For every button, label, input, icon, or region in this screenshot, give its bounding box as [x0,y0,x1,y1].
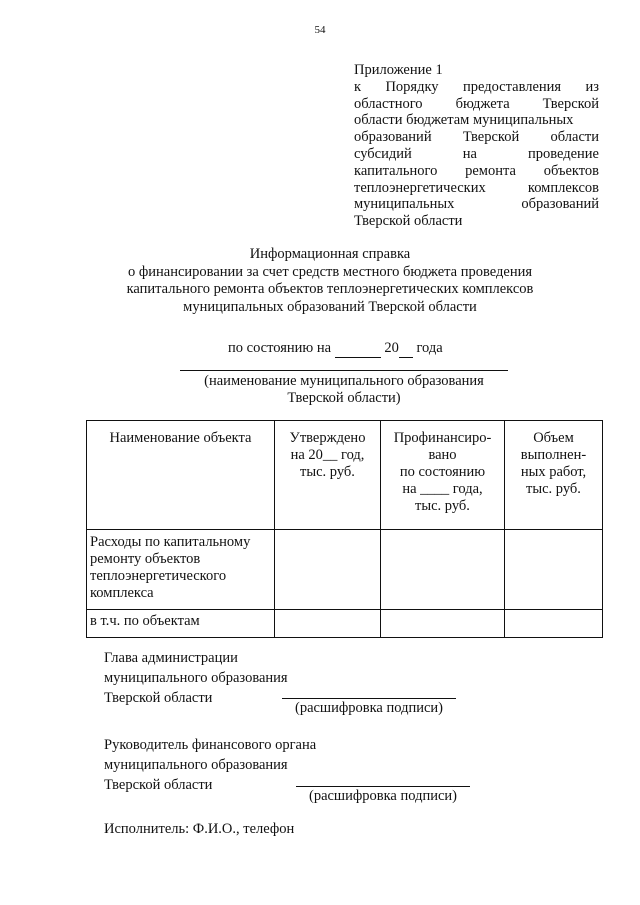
signature-caption: (расшифровка подписи) [308,788,458,804]
table-row [87,530,603,610]
table-cell [505,610,603,638]
appendix-line: муниципальных образований [354,196,599,213]
signature-line [296,786,470,787]
appendix-line: к Порядку предоставления из [354,78,599,95]
signature-block-head: Глава администрации муниципального образования Тверской области [104,650,288,706]
header-work-volume: Объем выполнен- ных работ, тыс. руб. [505,421,603,530]
appendix-line: образований Тверской области [354,129,599,146]
appendix-line: Тверской области [354,213,463,230]
as-of-prefix: по состоянию на [228,340,332,356]
date-blank [335,340,381,358]
signature-caption: (расшифровка подписи) [294,700,444,716]
year-prefix: 20 [384,340,399,356]
year-blank [399,340,413,358]
table-cell [275,610,381,638]
title-line: муниципальных образований Тверской области [183,298,477,315]
appendix-line: теплоэнергетических комплексов [354,179,599,196]
table-header-row [87,421,603,530]
page-number: 54 [314,24,326,36]
municipality-caption: (наименование муниципального образования Тверской области) [204,373,484,406]
title-line: о финансировании за счет средств местного бюджета проведения [127,263,533,280]
signature-block-finance: Руководитель финансового органа муниципального образования Тверской области [104,737,317,793]
signature-line [282,698,456,699]
table-cell [505,530,603,610]
header-object-name: Наименование объекта [87,421,275,530]
document-title [120,246,540,316]
table-cell: Расходы по капитальному ремонту объектов теплоэнергетического комплекса [87,530,275,610]
as-of-suffix: года [416,340,443,356]
financing-table [86,420,603,638]
appendix-header [354,62,599,230]
as-of-date-line [228,340,443,358]
appendix-line: капитального ремонта объектов [354,162,599,179]
municipality-name-line [180,370,508,371]
appendix-line: субсидий на проведение [354,145,599,162]
appendix-line: Приложение 1 [354,62,443,78]
table-cell [381,610,505,638]
table-cell [381,530,505,610]
table-row [87,610,603,638]
appendix-line: области бюджетам муниципальных [354,112,574,129]
header-approved: Утверждено на 20__ год, тыс. руб. [275,421,381,530]
table-cell [275,530,381,610]
title-line: Информационная справка [249,246,411,262]
executor-line: Исполнитель: Ф.И.О., телефон [104,821,295,837]
title-line: капитального ремонта объектов теплоэнергетических комплексов [126,281,534,297]
header-financed: Профинансиро- вано по состоянию на ____ года, тыс. руб. [381,421,505,530]
table-cell: в т.ч. по объектам [87,610,275,638]
appendix-line: областного бюджета Тверской [354,95,599,112]
